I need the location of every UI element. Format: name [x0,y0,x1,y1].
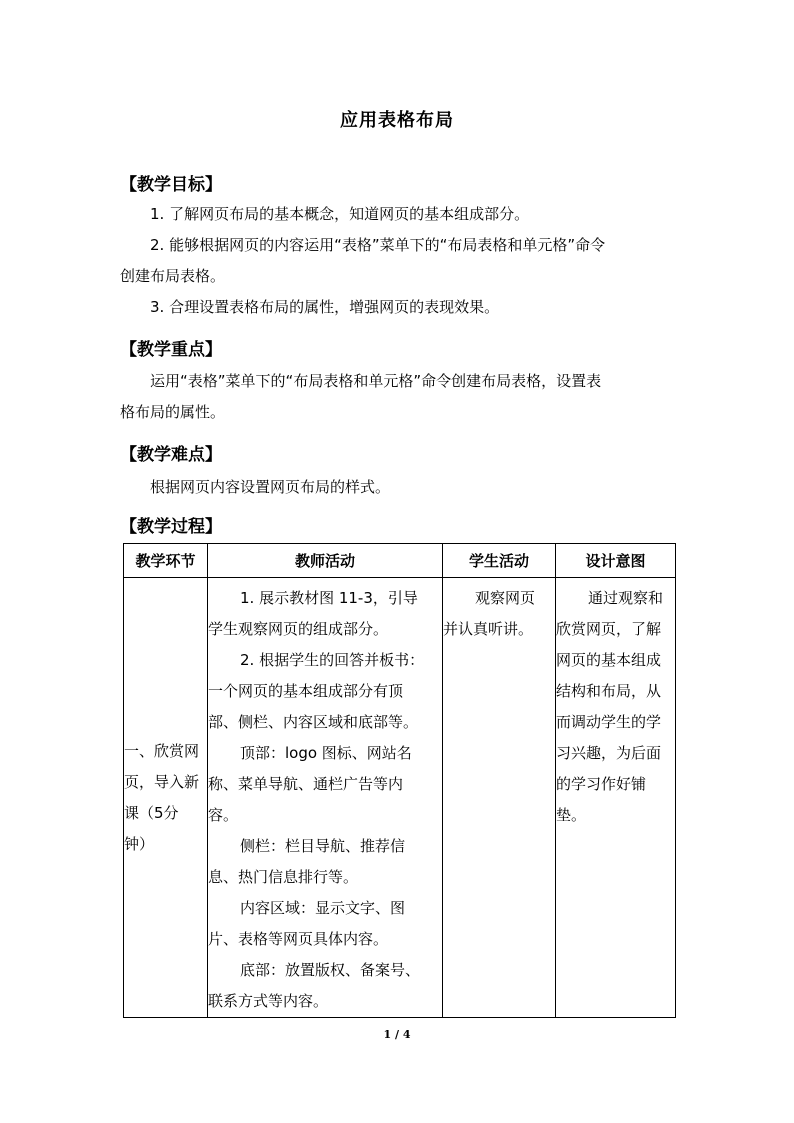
key-points-heading: 【教学重点】 [120,340,222,360]
teacher-line: 1. 展示教材图 11-3，引导 [240,589,418,607]
difficulties-line: 根据网页内容设置网页布局的样式。 [150,478,391,496]
design-line: 欣赏网页，了解 [556,620,662,638]
stage-line: 一、欣赏网 [124,741,200,760]
teacher-line: 容。 [208,806,239,824]
teacher-line: 2. 根据学生的回答并板书： [240,651,425,669]
objective-item: 2. 能够根据网页的内容运用“表格”菜单下的“布局表格和单元格”命令 [150,236,606,254]
design-line: 结构和布局，从 [556,682,662,700]
student-cell [443,578,556,1018]
page-title: 应用表格布局 [340,110,454,131]
objective-item-continuation: 创建布局表格。 [120,267,226,285]
design-line: 的学习作好铺 [556,775,647,793]
page-number: 1 / 4 [383,1028,411,1041]
teacher-line: 学生观察网页的组成部分。 [208,620,389,638]
header-teacher: 教师活动 [208,544,443,578]
teacher-line: 侧栏：栏目导航、推荐信 [240,837,406,855]
table-header-row [124,544,676,578]
objective-item: 1. 了解网页布局的基本概念，知道网页的基本组成部分。 [150,205,530,223]
design-line: 而调动学生的学 [556,713,662,731]
stage-line: 课（5分 [124,803,179,822]
teacher-line: 内容区域：显示文字、图 [240,899,406,917]
stage-cell [124,578,208,1018]
key-points-line: 格布局的属性。 [120,403,226,421]
objectives-list [120,199,680,323]
teacher-cell [208,578,443,1018]
stage-line: 钟） [124,834,155,853]
teacher-line: 称、菜单导航、通栏广告等内 [208,775,404,793]
difficulties-text [120,472,680,503]
design-line: 网页的基本组成 [556,651,662,669]
teacher-line: 顶部：logo 图标、网站名 [240,744,412,762]
teacher-line: 部、侧栏、内容区域和底部等。 [208,713,419,731]
stage-line: 页，导入新 [124,772,200,791]
header-student: 学生活动 [443,544,556,578]
difficulties-heading: 【教学难点】 [120,445,222,465]
student-line: 观察网页 [475,589,536,607]
student-line: 并认真听讲。 [443,620,534,638]
design-line: 习兴趣，为后面 [556,744,662,762]
teacher-line: 底部：放置版权、备案号、 [240,961,421,979]
design-line: 通过观察和 [588,589,664,607]
teacher-line: 片、表格等网页具体内容。 [208,930,389,948]
process-heading: 【教学过程】 [120,517,222,537]
objective-item: 3. 合理设置表格布局的属性，增强网页的表现效果。 [150,298,500,316]
key-points-line: 运用“表格”菜单下的“布局表格和单元格”命令创建布局表格，设置表 [150,372,602,390]
teacher-line: 联系方式等内容。 [208,992,329,1010]
lesson-table [123,543,676,1018]
teacher-line: 息、热门信息排行等。 [208,868,359,886]
header-stage: 教学环节 [124,544,208,578]
design-line: 垫。 [556,806,587,824]
objectives-heading: 【教学目标】 [120,175,222,195]
design-cell [556,578,676,1018]
key-points-text [120,366,680,428]
header-design: 设计意图 [556,544,676,578]
table-row [124,578,676,1018]
teacher-line: 一个网页的基本组成部分有顶 [208,682,404,700]
